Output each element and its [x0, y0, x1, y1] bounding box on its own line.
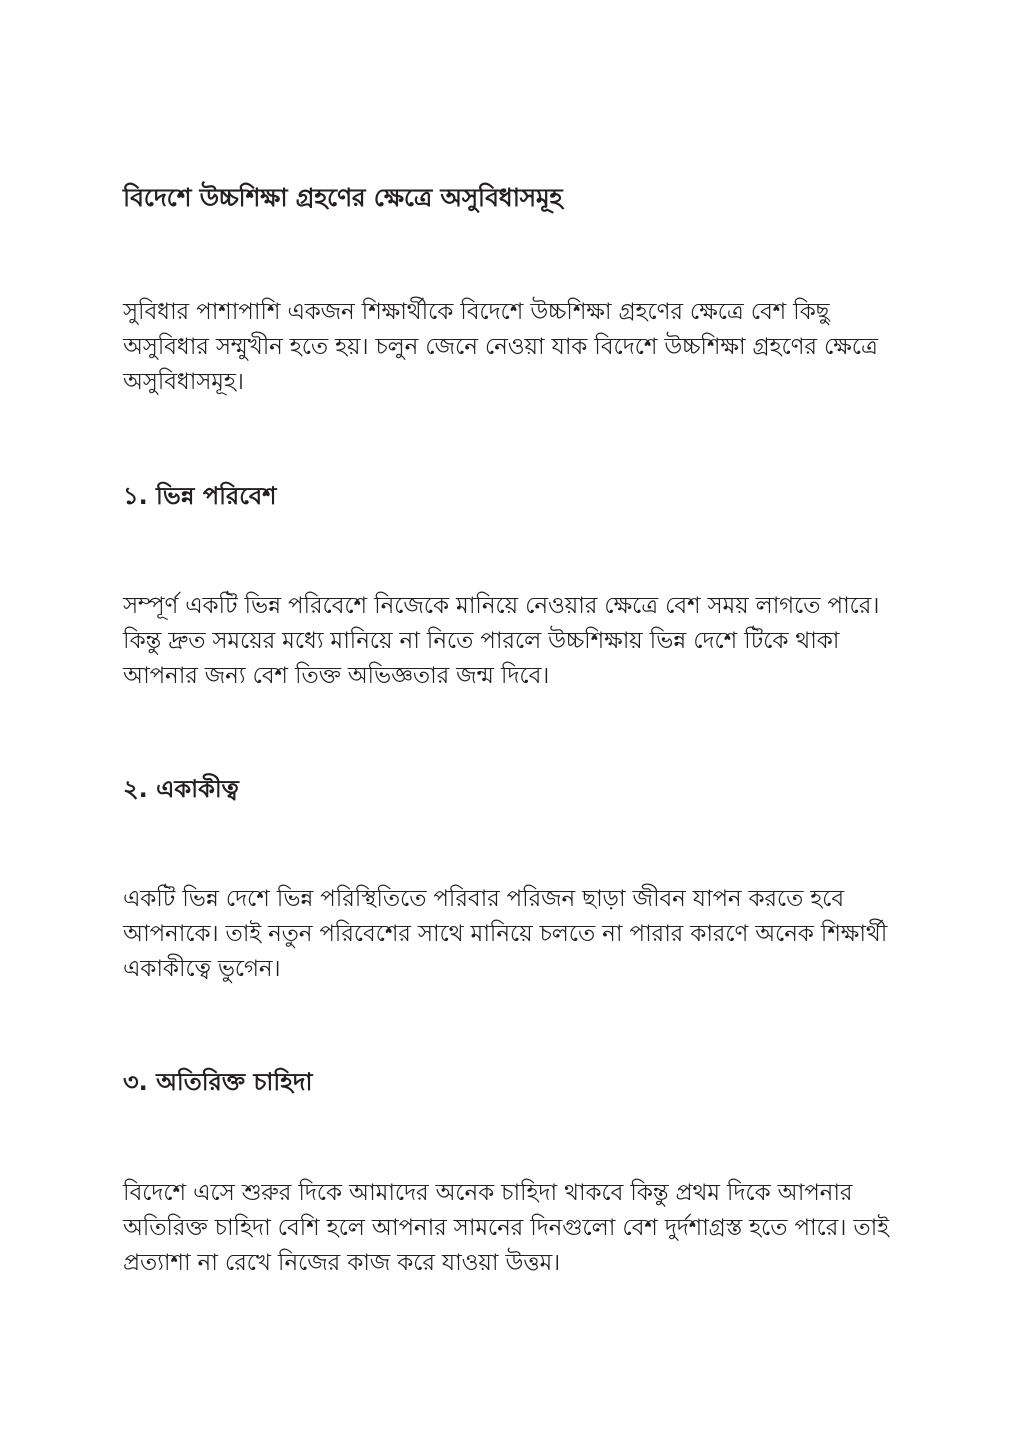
section-body-loneliness: একটি ভিন্ন দেশে ভিন্ন পরিস্থিতিতে পরিবার পরিজন ছাড়া জীবন যাপন করতে হবে আপনাকে। তাই নতুন পরিবেশের সাথে মানিয়ে চলতে না পারার কারণে অনেক শিক্ষার্থী একাকীত্বে ভুগেন। — [123, 886, 888, 982]
section-heading-different-environment: ১. ভিন্ন পরিবেশ — [123, 482, 277, 510]
document-title: বিদেশে উচ্চশিক্ষা গ্রহণের ক্ষেত্রে অসুবিধাসমূহ — [123, 183, 563, 212]
section-heading-loneliness: ২. একাকীত্ব — [123, 775, 239, 803]
section-body-different-environment: সম্পূর্ণ একটি ভিন্ন পরিবেশে নিজেকে মানিয়ে নেওয়ার ক্ষেত্রে বেশ সময় লাগতে পারে। কিন্তু দ্রুত সময়ের মধ্যে মানিয়ে না নিতে পারলে উচ্চশিক্ষায় ভিন্ন দেশে টিকে থাকা আপনার জন্য বেশ তিক্ত অভিজ্ঞতার জন্ম দিবে। — [123, 593, 880, 689]
intro-paragraph: সুবিধার পাশাপাশি একজন শিক্ষার্থীকে বিদেশে উচ্চশিক্ষা গ্রহণের ক্ষেত্রে বেশ কিছু অসুবিধার সম্মুখীন হতে হয়। চলুন জেনে নেওয়া যাক বিদেশে উচ্চশিক্ষা গ্রহণের ক্ষেত্রে অসুবিধাসমূহ। — [123, 299, 878, 395]
section-heading-excess-demand: ৩. অতিরিক্ত চাহিদা — [123, 1068, 313, 1096]
section-body-excess-demand: বিদেশে এসে শুরুর দিকে আমাদের অনেক চাহিদা থাকবে কিন্তু প্রথম দিকে আপনার অতিরিক্ত চাহিদা বেশি হলে আপনার সামনের দিনগুলো বেশ দুর্দশাগ্রস্ত হতে পারে। তাই প্রত্যাশা না রেখে নিজের কাজ করে যাওয়া উত্তম। — [123, 1180, 889, 1276]
